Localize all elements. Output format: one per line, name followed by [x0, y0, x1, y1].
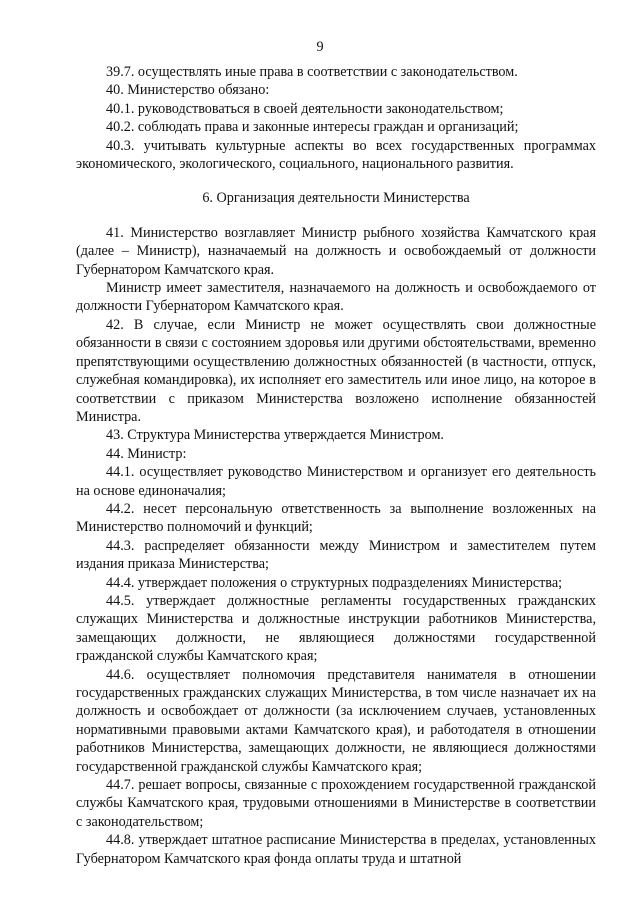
- paragraph-40-1: 40.1. руководствоваться в своей деятельности законодательством;: [106, 100, 504, 117]
- paragraph-39-7: 39.7. осуществлять иные права в соответствии с законодательством.: [106, 64, 518, 80]
- document-body: [76, 63, 596, 868]
- paragraph-44-4: 44.4. утверждает положения о структурных подразделениях Министерства;: [106, 574, 563, 591]
- paragraph-41: 41. Министерство возглавляет Министр рыбного хозяйства Камчатского края (далее – Министр), назначаемый на должность и освобождаемый от должности Губернатором Камчатского края.: [76, 224, 596, 278]
- paragraph-44-5: 44.5. утверждает должностные регламенты государственных гражданских служащих Министерства и должностные инструкции работников Министерства, замещающих должности, не являющиеся должностями государственной гражданской службы Камчатского края;: [76, 592, 596, 665]
- paragraph-41-deputy: Министр имеет заместителя, назначаемого на должность и освобождаемого от должности Губернатором Камчатского края.: [76, 280, 596, 315]
- paragraph-40: 40. Министерство обязано:: [106, 82, 270, 99]
- paragraph-42: 42. В случае, если Министр не может осуществлять свои должностные обязанности в связи с состоянием здоровья или другими обстоятельствами, временно препятствующими осуществлению должностных обязанностей (в частности, отпуск, служебная командировка), их исполняет его заместитель или иное лицо, на которое в соответствии с приказом Министерства возложено исполнение обязанностей Министра.: [76, 316, 596, 425]
- paragraph-44-3: 44.3. распределяет обязанности между Министром и заместителем путем издания приказа Министерства;: [76, 537, 596, 573]
- paragraph-44-1: 44.1. осуществляет руководство Министерством и организует его деятельность на основе единоначалия;: [76, 464, 596, 499]
- paragraph-43: 43. Структура Министерства утверждается Министром.: [106, 427, 444, 444]
- page-number: 9: [316, 39, 324, 55]
- section-heading: 6. Организация деятельности Министерства: [202, 190, 470, 207]
- paragraph-44-2: 44.2. несет персональную ответственность за выполнение возложенных на Министерство полномочий и функций;: [76, 500, 596, 536]
- paragraph-44-6: 44.6. осуществляет полномочия представителя нанимателя в отношении государственных гражданских служащих Министерства, в том числе назначает их на должность и освобождает от должности (за исключением случаев, установленных нормативными правовыми актами Камчатского края), и работодателя в отношении работников Министерства, замещающих должности, не являющиеся должностями государственной гражданской службы Камчатского края;: [76, 666, 596, 775]
- paragraph-40-2: 40.2. соблюдать права и законные интересы граждан и организаций;: [106, 119, 519, 136]
- paragraph-40-3: 40.3. учитывать культурные аспекты во всех государственных программах экономического, экологического, социального, национального развития.: [76, 137, 596, 173]
- paragraph-44-7: 44.7. решает вопросы, связанные с прохождением государственной гражданской службы Камчатского края, трудовыми отношениями в Министерстве в соответствии с законодательством;: [76, 777, 596, 830]
- paragraph-44-8: 44.8. утверждает штатное расписание Министерства в пределах, установленных Губернатором Камчатского края фонда оплаты труда и штатной: [76, 832, 596, 867]
- paragraph-44: 44. Министр:: [106, 445, 187, 462]
